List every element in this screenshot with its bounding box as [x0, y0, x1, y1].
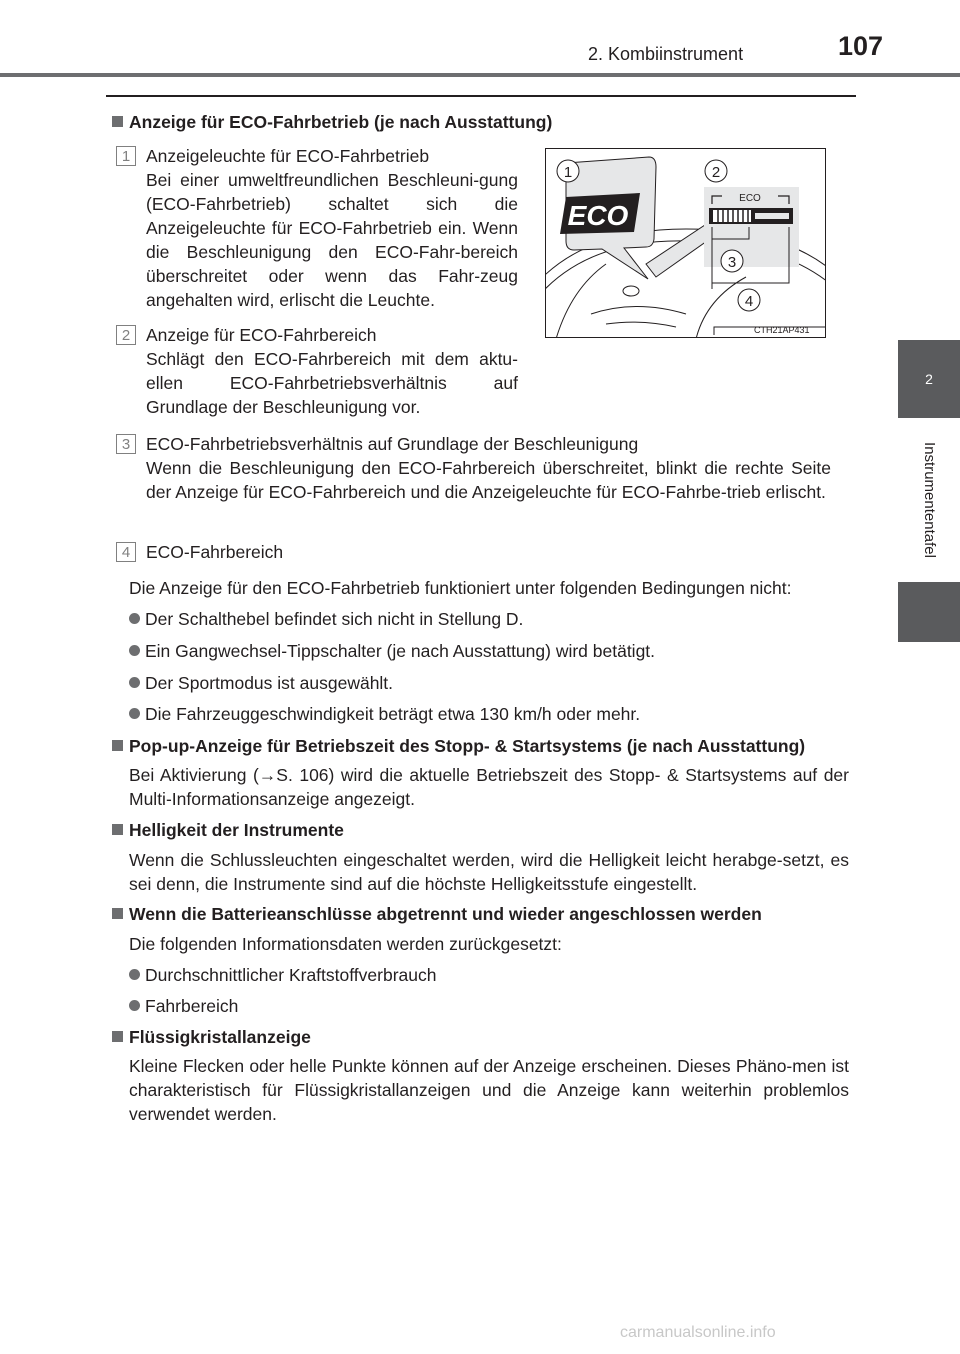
square-bullet-icon [112, 824, 123, 835]
chapter-tab-number: 2 [898, 340, 960, 418]
item-number-4: 4 [116, 542, 136, 562]
bullet-icon [129, 969, 140, 980]
eco-item-1-title: Anzeigeleuchte für ECO-Fahrbetrieb [146, 146, 430, 166]
eco-item-3-body: Wenn die Beschleunigung den ECO-Fahrbereich überschreitet, blinkt die rechte Seite der Anzeige für ECO-Fahrbereich und die Anzeigeleuchte für ECO-Fahrbe-trieb erlischt. [146, 458, 831, 502]
square-bullet-icon [112, 1031, 123, 1042]
list-item: Fahrbereich [129, 994, 238, 1018]
chapter-tab-bar [898, 582, 960, 642]
lcd-body: Kleine Flecken oder helle Punkte können auf der Anzeige erscheinen. Dieses Phäno-men ist charakteristisch für Flüssigkristallanzeigen und die Anzeige kann weiterhin problemlos verwendet werden. [129, 1056, 849, 1124]
list-item: Der Schalthebel befindet sich nicht in Stellung D. [129, 607, 523, 631]
eco-badge-text: ECO [567, 200, 629, 231]
list-item: Ein Gangwechsel-Tippschalter (je nach Ausstattung) wird betätigt. [129, 639, 655, 663]
eco-heading: Anzeige für ECO-Fahrbetrieb (je nach Ausstattung) [112, 110, 552, 134]
figure-code: CTH21AP431 [754, 325, 810, 335]
eco-item-2-title: Anzeige für ECO-Fahrbereich [146, 325, 377, 345]
popup-heading: Pop-up-Anzeige für Betriebszeit des Stopp- & Startsystems (je nach Ausstattung) [112, 734, 805, 758]
eco-indicator-illustration [545, 148, 826, 338]
square-bullet-icon [112, 908, 123, 919]
item-number-1: 1 [116, 146, 136, 166]
eco-item-2-body: Schlägt den ECO-Fahrbereich mit dem aktu-ellen ECO-Fahrbetriebsverhältnis auf Grundlage der Beschleunigung vor. [146, 349, 518, 417]
battery-heading: Wenn die Batterieanschlüsse abgetrennt und wieder angeschlossen werden [112, 902, 762, 926]
callout-3: 3 [727, 254, 737, 271]
section-rule [106, 95, 856, 97]
bullet-icon [129, 1000, 140, 1011]
battery-intro: Die folgenden Informationsdaten werden zurückgesetzt: [129, 934, 562, 954]
list-item: Die Fahrzeuggeschwindigkeit beträgt etwa 130 km/h oder mehr. [129, 702, 640, 726]
eco-item-2 [146, 323, 518, 419]
brightness-heading: Helligkeit der Instrumente [112, 818, 344, 842]
bullet-icon [129, 645, 140, 656]
eco-bar-label: ECO [739, 193, 761, 204]
chapter-title: 2. Kombiinstrument [588, 44, 744, 64]
eco-item-1-body: Bei einer umweltfreundlichen Beschleuni-gung (ECO-Fahrbetrieb) schaltet sich die Anzeigeleuchte für ECO-Fahrbetrieb ein. Wenn die Beschleunigung den ECO-Fahr-bereich überschreitet oder wenn das Fahr-zeug angehalten wird, erlischt die Leuchte. [146, 170, 518, 310]
page-number: 107 [838, 31, 884, 61]
square-bullet-icon [112, 740, 123, 751]
eco-conditions-intro: Die Anzeige für den ECO-Fahrbetrieb funktioniert unter folgenden Bedingungen nicht: [129, 578, 792, 598]
brightness-body: Wenn die Schlussleuchten eingeschaltet werden, wird die Helligkeit leicht herabge-setzt, es sei denn, die Instrumente sind auf die höchste Helligkeitsstufe eingestellt. [129, 850, 849, 894]
list-item: Durchschnittlicher Kraftstoffverbrauch [129, 963, 436, 987]
chapter-tab-label: Instrumententafel [921, 442, 938, 558]
item-number-3: 3 [116, 434, 136, 454]
lcd-heading: Flüssigkristallanzeige [112, 1025, 311, 1049]
eco-item-1 [146, 144, 518, 312]
popup-body: Bei Aktivierung (→S. 106) wird die aktuelle Betriebszeit des Stopp- & Startsystems auf der Multi-Informationsanzeige angezeigt. [129, 765, 849, 809]
item-number-2: 2 [116, 325, 136, 345]
callout-2: 2 [711, 164, 721, 181]
eco-item-3 [146, 432, 831, 504]
header-rule [0, 73, 960, 77]
callout-4: 4 [744, 293, 754, 310]
bullet-icon [129, 677, 140, 688]
bullet-icon [129, 708, 140, 719]
eco-illustration-svg [546, 149, 826, 338]
watermark: carmanualsonline.info [620, 1324, 776, 1341]
callout-1: 1 [563, 164, 573, 181]
bullet-icon [129, 613, 140, 624]
square-bullet-icon [112, 116, 123, 127]
eco-item-4-title: ECO-Fahrbereich [146, 542, 284, 562]
list-item: Der Sportmodus ist ausgewählt. [129, 671, 393, 695]
eco-item-3-title: ECO-Fahrbetriebsverhältnis auf Grundlage der Beschleunigung [146, 434, 639, 454]
